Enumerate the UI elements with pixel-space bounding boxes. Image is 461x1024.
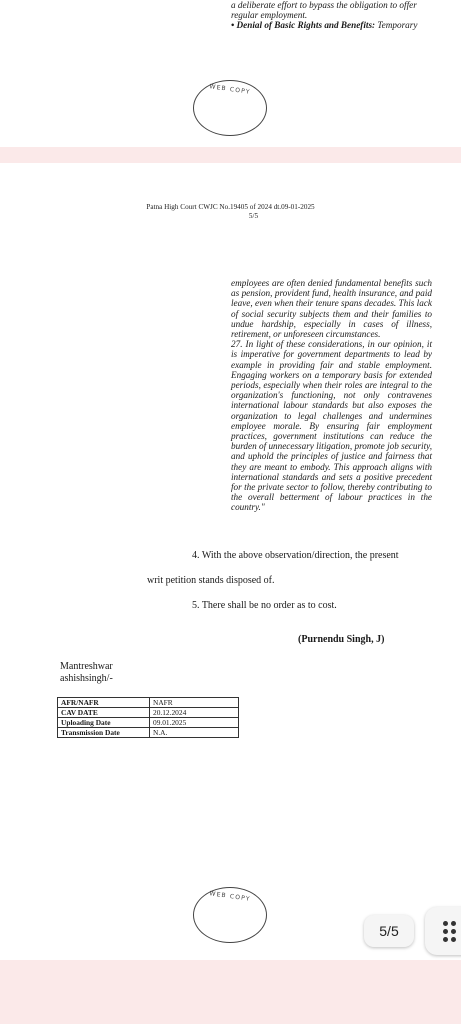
metadata-key: AFR/NAFR	[58, 698, 150, 708]
quote-paragraph: 27. In light of these considerations, in our opinion, it is imperative for government departments to lead by example in providing fair and stable employment. Engaging workers on a temporary basis for extended periods, especially when their roles are integral to the organization's functioning, not only contravenes international labour standards but also exposes the organization to legal challenges and undermines employee morale. By ensuring fair employment practices, government institutions can reduce the burden of unnecessary litigation, promote job security, and uphold the principles of justice and fairness that they are meant to embody. This approach aligns with international standards and sets a positive precedent for the private sector to follow, thereby contributing to the overall betterment of labour practices in the country."	[231, 339, 432, 513]
metadata-row	[58, 718, 239, 728]
fragment-line: regular employment.	[231, 10, 308, 21]
case-citation: Patna High Court CWJC No.19405 of 2024 dt.09-01-2025	[146, 203, 315, 211]
grid-dots-icon	[443, 921, 456, 942]
bullet-heading: • Denial of Basic Rights and Benefits:	[231, 20, 376, 31]
metadata-value: N.A.	[150, 728, 239, 738]
seal-text: WEB COPY	[208, 83, 251, 96]
page-gap	[0, 147, 461, 163]
metadata-key: Uploading Date	[58, 718, 150, 728]
bullet-text: Temporary	[375, 20, 418, 31]
paragraph-5: 5. There shall be no order as to cost.	[192, 600, 337, 611]
metadata-key: Transmission Date	[58, 728, 150, 738]
metadata-value: 20.12.2024	[150, 708, 239, 718]
clerk-names	[60, 661, 113, 685]
judge-signature: (Purnendu Singh, J)	[298, 634, 385, 645]
metadata-row	[58, 708, 239, 718]
metadata-row	[58, 728, 239, 738]
metadata-key: CAV DATE	[58, 708, 150, 718]
page-number: 5/5	[248, 212, 259, 220]
previous-page	[0, 0, 461, 147]
paragraph-4-line1: 4. With the above observation/direction, the present	[192, 550, 399, 561]
metadata-row	[58, 698, 239, 708]
web-copy-seal	[193, 887, 267, 943]
page-indicator: 5/5	[364, 915, 414, 947]
metadata-value: NAFR	[150, 698, 239, 708]
quoted-judgment	[231, 278, 432, 513]
clerk-name: Mantreshwar	[60, 661, 113, 672]
paragraph-4-line2: writ petition stands disposed of.	[147, 575, 275, 586]
fragment-bullet	[231, 20, 441, 30]
menu-button[interactable]	[425, 907, 461, 955]
page-gap	[0, 960, 461, 1024]
quote-paragraph: employees are often denied fundamental benefits such as pension, provident fund, health insurance, and paid leave, even when their tenure spans decades. This lack of social security subjects them and their families to undue hardship, especially in cases of illness, retirement, or unforeseen circumstances.	[231, 278, 432, 340]
metadata-value: 09.01.2025	[150, 718, 239, 728]
metadata-table	[57, 697, 239, 738]
web-copy-seal	[193, 80, 267, 136]
previous-page-text	[231, 0, 441, 31]
clerk-name: ashishsingh/-	[60, 673, 113, 684]
seal-text: WEB COPY	[208, 890, 251, 903]
fragment-line: a deliberate effort to bypass the obligation to offer	[231, 0, 417, 10]
